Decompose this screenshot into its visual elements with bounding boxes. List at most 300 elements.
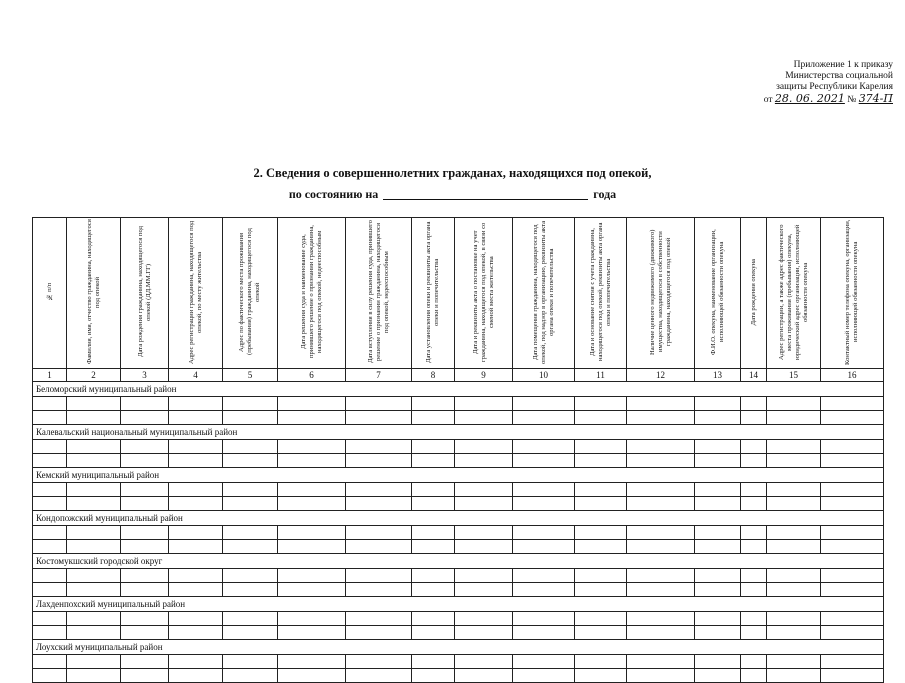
empty-cell [513,569,575,583]
empty-cell [121,454,169,468]
empty-cell [278,540,346,554]
empty-cell [67,454,121,468]
empty-cell [412,497,455,511]
empty-cell [627,583,695,597]
empty-cell [575,411,627,425]
table-row [33,626,884,640]
empty-cell [346,612,412,626]
appendix-line-2: Министерства социальной [785,71,893,81]
order-prefix: от [763,95,773,105]
district-row [33,511,884,526]
column-number: 1 [33,369,67,382]
table-row [33,397,884,411]
empty-cell [346,540,412,554]
empty-cell [627,540,695,554]
empty-cell [741,569,767,583]
empty-cell [121,569,169,583]
column-number: 11 [575,369,627,382]
empty-cell [169,526,223,540]
empty-cell [121,540,169,554]
empty-cell [67,540,121,554]
district-name: Лоухский муниципальный район [33,640,884,655]
empty-cell [741,440,767,454]
column-header-text: Дата рождения гражданина, находящегося под опекой (ДД.ММ.ГГ) [136,226,152,358]
empty-cell [346,483,412,497]
order-number-sign: № [847,95,857,105]
column-header [412,218,455,369]
empty-cell [121,669,169,683]
empty-cell [412,612,455,626]
empty-cell [513,669,575,683]
empty-cell [513,655,575,669]
empty-cell [412,655,455,669]
order-date: 28. 06. 2021 [774,92,845,105]
empty-cell [455,483,513,497]
guardianship-table [32,217,884,683]
empty-cell [278,483,346,497]
empty-cell [575,626,627,640]
empty-cell [767,440,821,454]
empty-cell [412,526,455,540]
empty-cell [169,612,223,626]
district-row [33,425,884,440]
empty-cell [821,526,884,540]
column-header-text: Дата рождения опекуна [749,258,757,326]
table-row [33,669,884,683]
empty-cell [278,411,346,425]
empty-cell [513,440,575,454]
empty-cell [169,626,223,640]
empty-cell [741,397,767,411]
district-row [33,382,884,397]
empty-cell [741,526,767,540]
column-number: 13 [695,369,741,382]
appendix-line-1: Приложение 1 к приказу [793,60,893,70]
empty-cell [412,440,455,454]
header-row [33,218,884,369]
empty-cell [33,497,67,511]
empty-cell [575,612,627,626]
empty-cell [223,397,278,411]
district-row [33,640,884,655]
empty-cell [513,454,575,468]
column-header [121,218,169,369]
empty-cell [575,454,627,468]
column-header-text: Дата установления опеки и реквизиты акта органа опеки и попечительства [425,221,440,363]
empty-cell [821,655,884,669]
column-header-text: Дата и основание снятия с учета гражданина, находящегося под опекой, реквизиты акта органа опеки и попечительства [588,222,612,362]
empty-cell [741,669,767,683]
empty-cell [67,497,121,511]
empty-cell [695,540,741,554]
empty-cell [455,569,513,583]
column-header [513,218,575,369]
column-header-text: Контактный номер телефона опекуна, организации, исполняющей обязанности опекуна [844,219,859,365]
empty-cell [821,669,884,683]
empty-cell [121,497,169,511]
empty-cell [223,483,278,497]
empty-cell [767,655,821,669]
district-row [33,597,884,612]
empty-cell [278,569,346,583]
column-number: 3 [121,369,169,382]
empty-cell [67,483,121,497]
empty-cell [695,454,741,468]
column-header [455,218,513,369]
empty-cell [223,526,278,540]
empty-cell [575,569,627,583]
empty-cell [695,497,741,511]
empty-cell [455,626,513,640]
empty-cell [741,655,767,669]
column-header [278,218,346,369]
empty-cell [575,497,627,511]
empty-cell [695,411,741,425]
column-header-text: Адрес регистрации гражданина, находящегося под опекой, по месту жительства [187,220,203,364]
empty-cell [67,583,121,597]
empty-cell [278,583,346,597]
empty-cell [627,397,695,411]
empty-cell [67,397,121,411]
empty-cell [412,669,455,683]
empty-cell [821,569,884,583]
empty-cell [169,440,223,454]
column-number: 12 [627,369,695,382]
empty-cell [627,612,695,626]
table-row [33,454,884,468]
column-number: 5 [223,369,278,382]
empty-cell [278,612,346,626]
empty-cell [223,626,278,640]
table-row [33,583,884,597]
column-header-text: Ф.И.О. опекуна, наименование организации, исполняющей обязанности опекуна [709,229,725,355]
appendix-block [713,60,893,106]
empty-cell [767,540,821,554]
empty-cell [346,526,412,540]
empty-cell [455,540,513,554]
empty-cell [33,526,67,540]
empty-cell [513,583,575,597]
empty-cell [412,397,455,411]
empty-cell [278,440,346,454]
empty-cell [513,612,575,626]
empty-cell [223,440,278,454]
empty-cell [412,583,455,597]
empty-cell [33,397,67,411]
empty-cell [767,397,821,411]
empty-cell [278,626,346,640]
empty-cell [695,583,741,597]
empty-cell [767,569,821,583]
document-subtitle [0,187,905,202]
empty-cell [741,540,767,554]
empty-cell [821,497,884,511]
column-number: 14 [741,369,767,382]
empty-cell [33,411,67,425]
empty-cell [741,483,767,497]
column-header [346,218,412,369]
empty-cell [575,583,627,597]
district-name: Беломорский муниципальный район [33,382,884,397]
column-number: 15 [767,369,821,382]
empty-cell [121,583,169,597]
empty-cell [455,440,513,454]
empty-cell [455,655,513,669]
column-header-text: Дата решения суда и наименование суда, принявшего решение о признании гражданина, находящегося под опекой, недееспособным [299,225,323,359]
empty-cell [455,411,513,425]
empty-cell [513,411,575,425]
empty-cell [33,612,67,626]
empty-cell [121,526,169,540]
district-row [33,468,884,483]
empty-cell [741,626,767,640]
column-header [695,218,741,369]
empty-cell [767,612,821,626]
empty-cell [67,440,121,454]
empty-cell [412,454,455,468]
empty-cell [33,540,67,554]
empty-cell [412,483,455,497]
empty-cell [169,483,223,497]
empty-cell [169,569,223,583]
empty-cell [223,569,278,583]
column-header [627,218,695,369]
empty-cell [33,626,67,640]
empty-cell [346,440,412,454]
empty-cell [821,454,884,468]
empty-cell [821,612,884,626]
empty-cell [169,583,223,597]
empty-cell [695,655,741,669]
empty-cell [627,569,695,583]
empty-cell [821,397,884,411]
table-row [33,440,884,454]
table-row [33,497,884,511]
empty-cell [346,454,412,468]
column-header-text: Адрес регистрации, а также адрес фактического места проживания (пребывания) опекуна, юридический адрес организации, исполняющей обязанности опекуна [777,224,809,360]
empty-cell [821,626,884,640]
empty-cell [695,569,741,583]
column-header [821,218,884,369]
order-number: 374-П [858,92,893,105]
empty-cell [513,397,575,411]
empty-cell [695,483,741,497]
empty-cell [33,583,67,597]
empty-cell [627,626,695,640]
empty-cell [627,440,695,454]
subtitle-left: по состоянию на [288,187,379,201]
empty-cell [575,655,627,669]
empty-cell [346,569,412,583]
column-number: 2 [67,369,121,382]
empty-cell [627,483,695,497]
column-number: 7 [346,369,412,382]
empty-cell [821,583,884,597]
empty-cell [33,569,67,583]
date-blank-line [383,188,588,200]
empty-cell [169,655,223,669]
column-number: 9 [455,369,513,382]
column-header [223,218,278,369]
empty-cell [741,612,767,626]
empty-cell [767,583,821,597]
empty-cell [741,497,767,511]
empty-cell [695,526,741,540]
empty-cell [33,440,67,454]
empty-cell [455,583,513,597]
district-name: Кемский муниципальный район [33,468,884,483]
empty-cell [223,411,278,425]
empty-cell [627,655,695,669]
empty-cell [121,397,169,411]
table-row [33,612,884,626]
order-line [713,93,893,106]
district-name: Кондопожский муниципальный район [33,511,884,526]
empty-cell [67,669,121,683]
column-header-text: Фамилия, имя, отчество гражданина, находящегося под опекой [85,219,101,365]
column-header [575,218,627,369]
column-header-text: Наличие ценного недвижимого (движимого) имущества, находящегося в собственности гражданина, находящегося под опекой [648,229,672,355]
column-header [767,218,821,369]
empty-cell [33,669,67,683]
empty-cell [627,454,695,468]
empty-cell [67,526,121,540]
empty-cell [67,626,121,640]
column-header-text: Дата помещения гражданина, находящегося под опекой, под надзор в организацию, реквизиты акта органа опеки и попечительства [531,220,555,364]
empty-cell [223,497,278,511]
empty-cell [278,669,346,683]
empty-cell [575,540,627,554]
table-row [33,569,884,583]
empty-cell [412,569,455,583]
column-number: 6 [278,369,346,382]
district-name: Костомукшский городской округ [33,554,884,569]
empty-cell [695,669,741,683]
table-row [33,483,884,497]
table-row [33,411,884,425]
empty-cell [121,612,169,626]
empty-cell [575,440,627,454]
empty-cell [767,497,821,511]
empty-cell [121,626,169,640]
empty-cell [121,483,169,497]
empty-cell [223,540,278,554]
column-header-text: Дата вступления в силу решения суда, принявшего решение о признании гражданина, находящегося под опекой, недееспособным [366,220,390,364]
empty-cell [513,626,575,640]
empty-cell [627,497,695,511]
empty-cell [575,526,627,540]
empty-cell [67,569,121,583]
empty-cell [412,540,455,554]
empty-cell [455,669,513,683]
column-header [67,218,121,369]
empty-cell [513,526,575,540]
empty-cell [412,626,455,640]
empty-cell [223,669,278,683]
empty-cell [455,497,513,511]
empty-cell [575,669,627,683]
empty-cell [767,669,821,683]
subtitle-right: года [593,187,617,201]
appendix-line-3: защиты Республики Карелия [776,82,893,92]
empty-cell [575,483,627,497]
empty-cell [169,454,223,468]
empty-cell [67,612,121,626]
empty-cell [695,612,741,626]
empty-cell [513,540,575,554]
empty-cell [821,540,884,554]
column-header [741,218,767,369]
empty-cell [767,454,821,468]
empty-cell [412,411,455,425]
empty-cell [346,397,412,411]
empty-cell [33,454,67,468]
empty-cell [741,583,767,597]
empty-cell [627,669,695,683]
empty-cell [121,440,169,454]
column-number: 16 [821,369,884,382]
empty-cell [575,397,627,411]
empty-cell [627,411,695,425]
column-number: 8 [412,369,455,382]
empty-cell [223,583,278,597]
empty-cell [346,669,412,683]
empty-cell [67,411,121,425]
column-number: 10 [513,369,575,382]
empty-cell [169,540,223,554]
empty-cell [767,411,821,425]
column-header [169,218,223,369]
empty-cell [455,397,513,411]
district-row [33,554,884,569]
column-header-text: Дата и реквизиты акта о постановке на учет гражданина, находящегося под опекой, в связи со сменой места жительства [471,222,495,362]
empty-cell [121,411,169,425]
empty-cell [821,440,884,454]
empty-cell [346,497,412,511]
empty-cell [767,626,821,640]
empty-cell [346,411,412,425]
column-number: 4 [169,369,223,382]
empty-cell [346,626,412,640]
empty-cell [513,483,575,497]
empty-cell [169,397,223,411]
empty-cell [278,497,346,511]
empty-cell [741,454,767,468]
table-row [33,655,884,669]
empty-cell [346,583,412,597]
column-header-text: Адрес по фактического места проживания (пребывания) гражданина, находящегося под опекой [238,228,261,356]
empty-cell [627,526,695,540]
empty-cell [455,526,513,540]
empty-cell [33,483,67,497]
district-name: Лахденпохский муниципальный район [33,597,884,612]
empty-cell [67,655,121,669]
empty-cell [278,397,346,411]
empty-cell [821,411,884,425]
empty-cell [695,440,741,454]
empty-cell [741,411,767,425]
empty-cell [278,655,346,669]
column-header [33,218,67,369]
document-title: 2. Сведения о совершеннолетних гражданах, находящихся под опекой, [253,166,652,180]
empty-cell [121,655,169,669]
empty-cell [223,612,278,626]
empty-cell [278,526,346,540]
empty-cell [33,655,67,669]
empty-cell [278,454,346,468]
empty-cell [223,454,278,468]
empty-cell [767,483,821,497]
